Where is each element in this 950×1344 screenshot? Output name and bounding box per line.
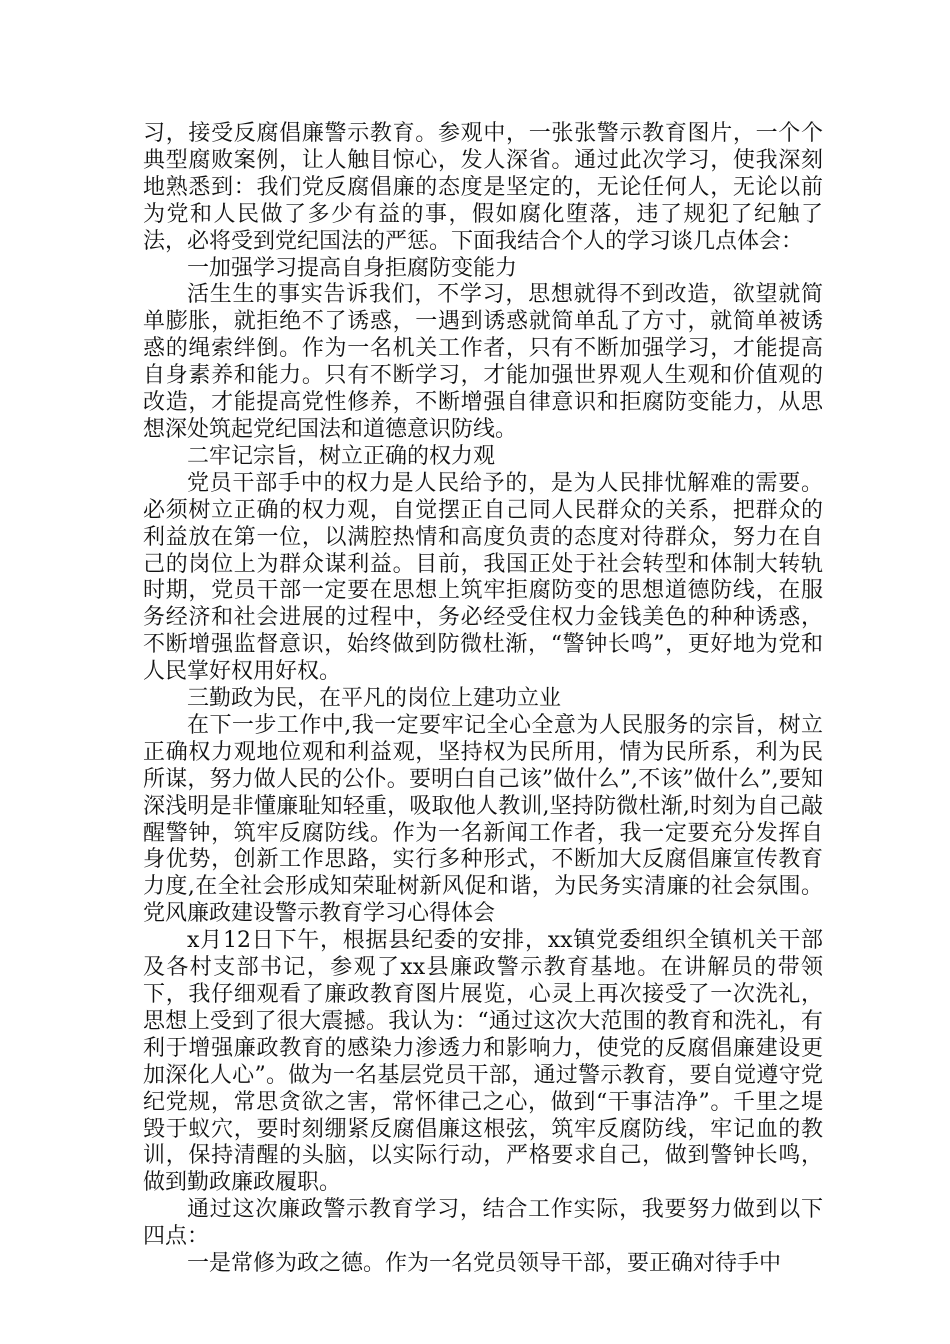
paragraph-intro: 习，接受反腐倡廉警示教育。参观中，一张张警示教育图片，一个个典型腐败案例，让人触目惊心，发人深省。通过此次学习，使我深刻地熟悉到：我们党反腐倡廉的态度是坚定的，无论任何人，无论以前为党和人民做了多少有益的事，假如腐化堕落，违了规犯了纪触了法，必将受到党纪国法的严惩。下面我结合个人的学习谈几点体会：	[143, 121, 823, 254]
document-body	[143, 121, 823, 1278]
paragraph-four-points: 通过这次廉政警示教育学习，结合工作实际，我要努力做到以下四点：	[143, 1197, 823, 1250]
paragraph-section-1: 活生生的事实告诉我们，不学习，思想就得不到改造，欲望就简单膨胀，就拒绝不了诱惑，一遇到诱惑就简单乱了方寸，就简单被诱惑的绳索绊倒。作为一名机关工作者，只有不断加强学习，才能提高自身素养和能力。只有不断学习，才能加强世界观人生观和价值观的改造，才能提高党性修养，不断增强自律意识和拒腐防变能力，从思想深处筑起党纪国法和道德意识防线。	[143, 282, 823, 442]
paragraph-section-2: 党员干部手中的权力是人民给予的，是为人民排忧解难的需要。必须树立正确的权力观，自觉摆正自己同人民群众的关系，把群众的利益放在第一位，以满腔热情和高度负责的态度对待群众，努力在自己的岗位上为群众谋利益。目前，我国正处于社会转型和体制大转轨时期，党员干部一定要在思想上筑牢拒腐防变的思想道德防线，在服务经济和社会进展的过程中，务必经受住权力金钱美色的种种诱惑，不断增强监督意识，始终做到防微杜渐，“警钟长鸣”，更好地为党和人民掌好权用好权。	[143, 470, 823, 685]
paragraph-section-3: 在下一步工作中,我一定要牢记全心全意为人民服务的宗旨，树立正确权力观地位观和利益观，坚持权为民所用，情为民所系，利为民所谋，努力做人民的公仆。要明白自己该”做什么”,不该”做什么”,要知深浅明是非懂廉耻知轻重，吸取他人教训,坚持防微杜渐,时刻为自己敲醒警钟，筑牢反腐防线。作为一名新闻工作者，我一定要充分发挥自身优势，创新工作思路，实行多种形式，不断加大反腐倡廉宣传教育力度,在全社会形成知荣耻树新风促和谐，为民务实清廉的社会氛围。党风廉政建设警示教育学习心得体会	[143, 712, 823, 927]
paragraph-point-1: 一是常修为政之德。作为一名党员领导干部，要正确对待手中	[187, 1251, 782, 1277]
section-heading-1: 一加强学习提高自身拒腐防变能力	[187, 255, 518, 281]
section-heading-2: 二牢记宗旨，树立正确的权力观	[187, 443, 496, 469]
paragraph-visit: x月12日下午，根据县纪委的安排，xx镇党委组织全镇机关干部及各村支部书记，参观了xx县廉政警示教育基地。在讲解员的带领下，我仔细观看了廉政教育图片展览，心灵上再次接受了一次洗礼，思想上受到了很大震撼。我认为：“通过这次大范围的教育和洗礼，有利于增强廉政教育的感染力渗透力和影响力，使党的反腐倡廉建设更加深化人心”。做为一名基层党员干部，通过警示教育，要自觉遵守党纪党规，常思贪欲之害，常怀律己之心，做到“干事洁净”。千里之堤毁于蚁穴，要时刻绷紧反腐倡廉这根弦，筑牢反腐防线，牢记血的教训，保持清醒的头脑，以实际行动，严格要求自己，做到警钟长鸣，做到勤政廉政履职。	[143, 928, 823, 1196]
section-heading-3: 三勤政为民，在平凡的岗位上建功立业	[187, 686, 562, 712]
